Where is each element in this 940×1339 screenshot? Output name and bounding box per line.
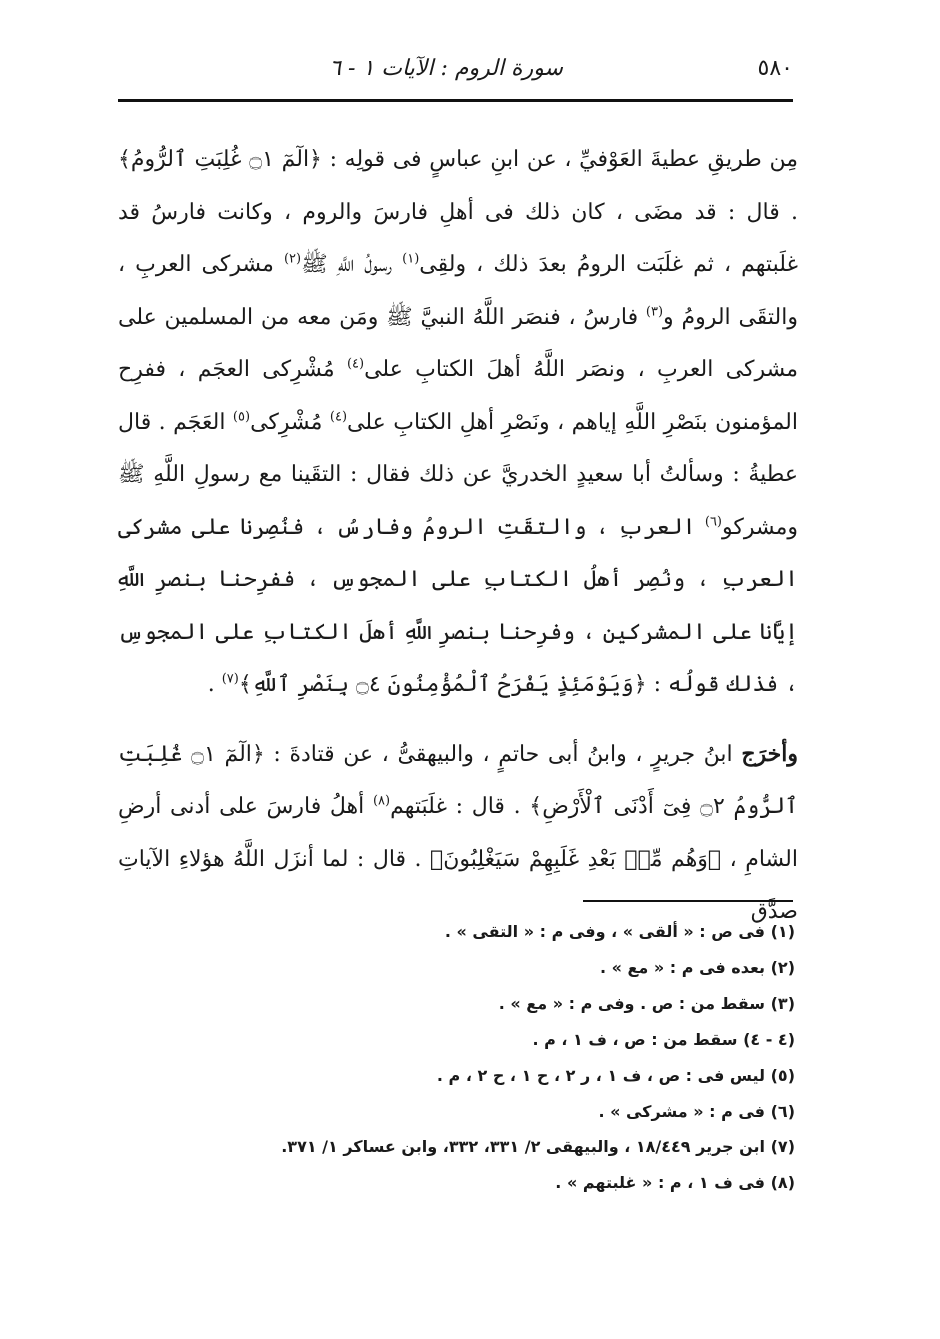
footnotes-rule xyxy=(583,900,793,902)
text-line: ابنُ جريرٍ ، وابنُ أبى حاتمٍ ، والبيهقىُّ ، عن قتادةَ : ﴿الٓمٓ ۝١ غُلِبَتِ xyxy=(118,741,733,767)
text-line: غلَبَت الرومُ بعدَ ذلك ، ولقِى xyxy=(419,252,684,277)
text-line: أهلُ فارسَ على أدنى أرضِ الشامِ ، xyxy=(118,794,798,872)
header-rule xyxy=(118,99,793,102)
footnote-7: (٧) ابن جرير ١٨/٤٤٩ ، والبيهقى ٢/ ٣٣١، ٣٣٢، وابن عساكر ١/ ٣٧١. xyxy=(281,1137,795,1157)
running-title: سورة الروم : الآيات ١ - ٦ xyxy=(329,56,563,81)
footnote-ref-2[interactable]: (٢) xyxy=(283,251,302,267)
page-number: ٥٨٠ xyxy=(757,56,793,81)
paragraph-1 xyxy=(118,134,798,712)
main-text xyxy=(118,134,798,939)
text-line: فارسُ ، فنصَر اللَّهُ النبيَّ ﷺ ومَن معه من المسلمين على مشركى العربِ ، xyxy=(118,304,798,382)
footnote-5: (٥) ليس فى : ص ، ف ١ ، ر ٢ ، ح ١ ، ح ٢ ، م . xyxy=(436,1065,795,1085)
text-line: إياهم ، ونَصْرِ أهلِ الكتابِ على xyxy=(347,409,617,435)
text-line: الكتابِ على المجوسِ ، ففرِحنا بنصرِ اللَّهِ إيَّانا على المشركين ، وفرِحنا بنصرِ اللَّهِ xyxy=(118,567,799,645)
footnote-8: (٨) فى ف ١ ، م : « غلبتهم » . xyxy=(555,1173,795,1193)
footnote-ref-5[interactable]: (٥) xyxy=(232,409,251,425)
footnote-ref-6[interactable]: (٦) xyxy=(704,514,722,530)
paragraph-lead-word: وأخرَج xyxy=(741,740,798,767)
text-line: ﴿وَهُم مِّنۢ بَعْدِ غَلَبِهِمْ سَيَغْلِبُونَ﴾ . قال : لما أنزَل اللَّهُ هؤلاءِ الآياتِ صدَّق xyxy=(118,846,798,924)
text-line: . xyxy=(207,672,215,697)
text-line: قال : قد مضَى ، كان ذلك فى أهلِ فارسَ والروم ، وكانت فارسُ قد غلَبتهم ، ثم xyxy=(118,199,799,277)
footnote-3: (٣) سقط من : ص . وفى م : « مع » . xyxy=(498,993,795,1013)
text-line: سعيدٍ الخدريَّ عن ذلك فقال : التقَينا مع رسولِ اللَّهِ ﷺ ومشركو xyxy=(118,462,799,540)
footnote-ref-1[interactable]: (١) xyxy=(402,251,420,267)
footnote-2: (٢) بعده فى م : « مع » . xyxy=(599,957,795,977)
text-line: مُشْرِكى العجَم ، ففرِح المؤمنون بنَصْرِ اللَّهِ xyxy=(118,357,798,435)
text-line: مُشْرِكى xyxy=(250,409,323,435)
footnote-6: (٦) فى م : « مشركى » . xyxy=(598,1101,795,1121)
footnote-ref-4-close[interactable]: (٤) xyxy=(329,409,348,425)
footnote-ref-4-open[interactable]: (٤) xyxy=(346,356,365,372)
text-line: مشركى العربِ ، والتقَى الرومُ xyxy=(118,252,798,330)
text-line: العَجَم . قال عطيةُ : وسألتُ أبا xyxy=(118,409,798,487)
text-line: ونصَر اللَّهُ أهلَ الكتابِ على xyxy=(364,357,626,382)
paragraph-2 xyxy=(118,728,798,939)
text-line: العربِ ، والتقَتِ الرومُ وفارسُ ، فنُصِرنا على مشركى العربِ ، ونُصِر أهلُ xyxy=(118,514,798,592)
text-line: أهلَ الكتابِ على المجوسِ ، فذلك قولُه : ﴿وَيَوْمَئِذٍ يَفْرَحُ ٱلْمُؤْمِنُونَ ۝٤ xyxy=(118,619,798,697)
footnote-1: (١) فى ص : « ألقى » ، وفى م : « التقى » . xyxy=(444,922,795,941)
text-line: ٱلرُّومُ ۝٢ فِىٓ أَدْنَى ٱلْأَرْضِ﴾ . قال : غلَبَتهم xyxy=(390,794,798,819)
footnotes xyxy=(150,914,795,1201)
footnote-ref-3[interactable]: (٣) xyxy=(645,304,664,320)
footnote-ref-8[interactable]: (٨) xyxy=(372,793,391,809)
text-line: و xyxy=(663,304,674,330)
text-line: رسولُ اللَّهِ ﷺ xyxy=(301,252,393,277)
footnote-ref-7[interactable]: (٧) xyxy=(221,671,239,687)
text-line: مِن طريقِ عطيةَ العَوْفيِّ ، عن ابنِ عباسٍ فى قولِه : ﴿الٓمٓ ۝١ غُلِبَتِ ٱلرُّومُ﴾ . xyxy=(118,147,798,225)
quran-quote: بِنَصْرِ ٱللَّهِ﴾ xyxy=(238,672,349,697)
footnote-4: (٤ - ٤) سقط من : ص ، ف ١ ، م . xyxy=(532,1029,795,1049)
page-header xyxy=(118,56,793,90)
